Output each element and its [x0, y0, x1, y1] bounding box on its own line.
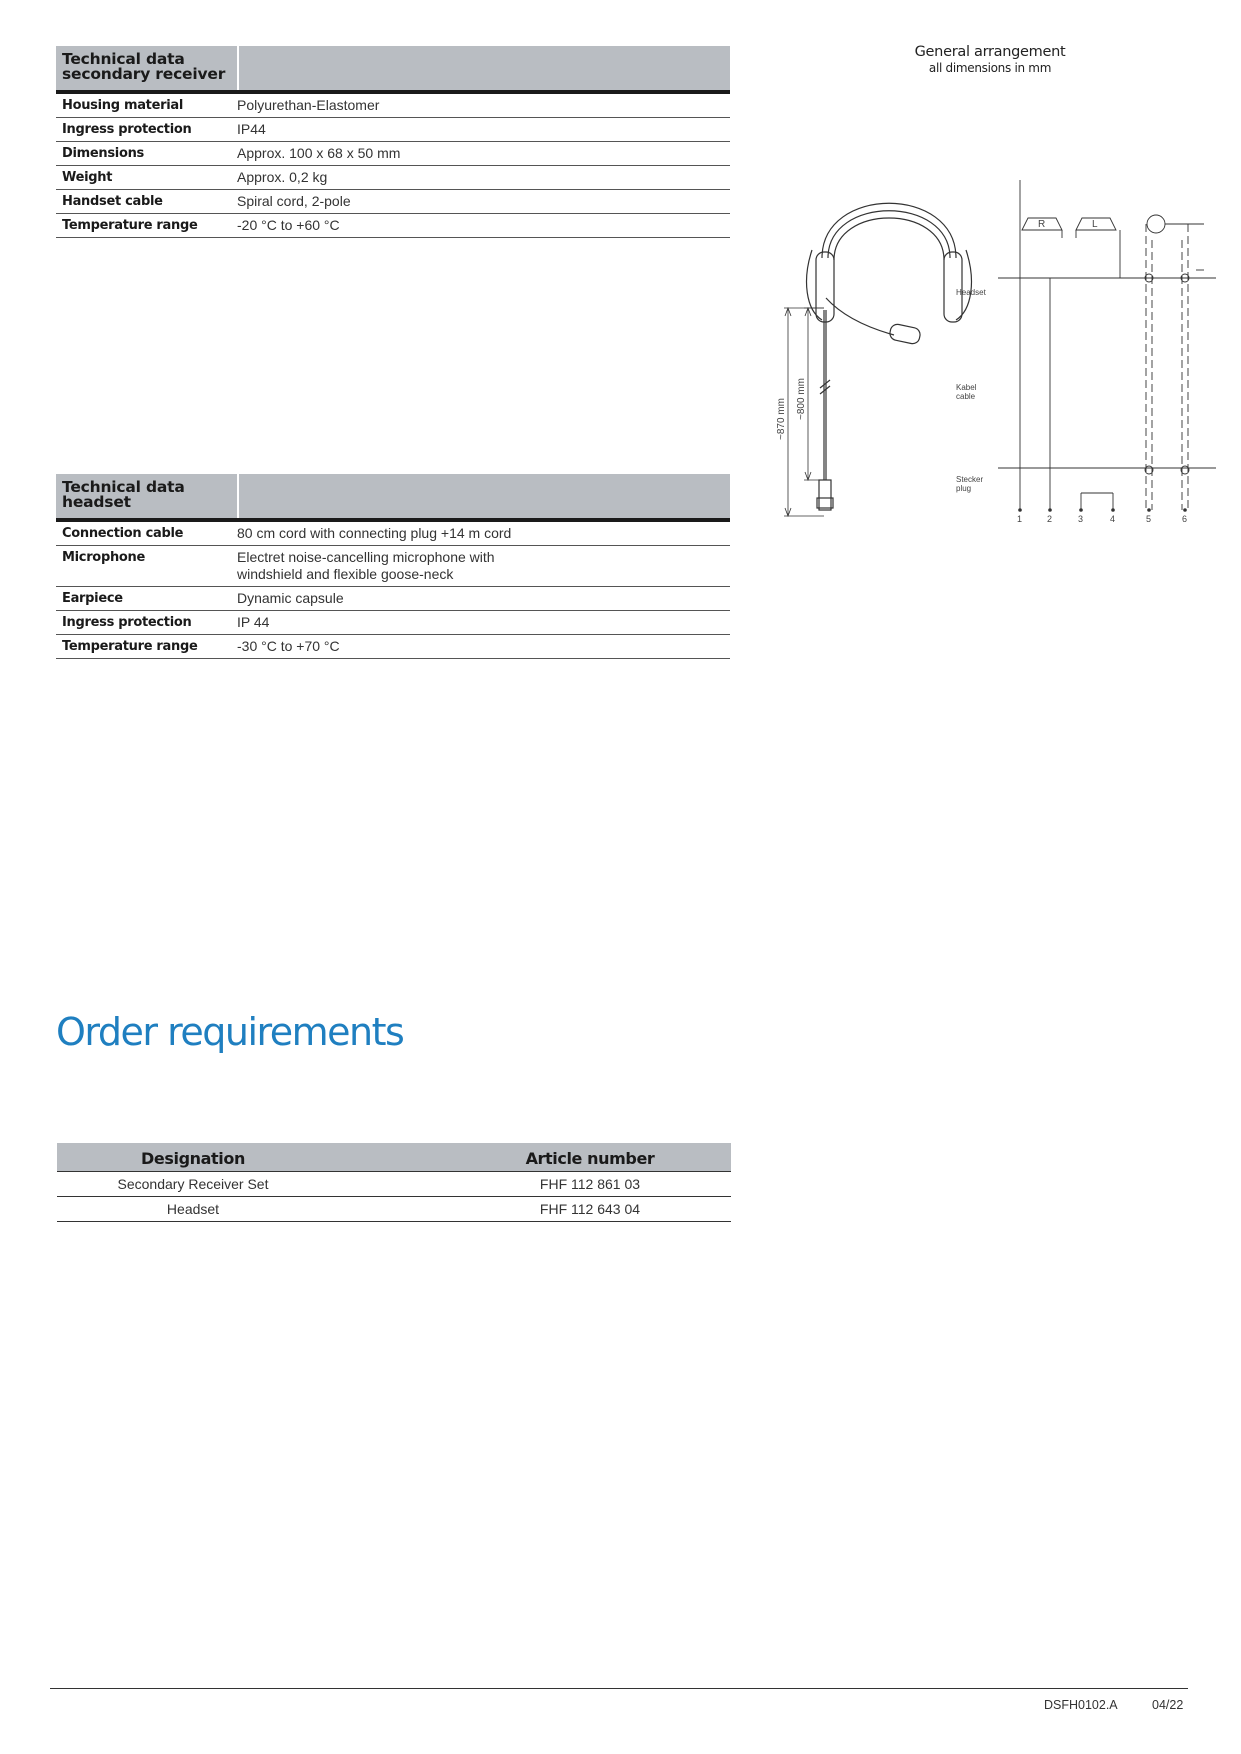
row-value-line: windshield and flexible goose-neck — [237, 566, 454, 582]
label-right-earpiece: R — [1038, 219, 1046, 230]
table-row — [57, 1197, 731, 1222]
spacer-cell — [329, 1197, 449, 1221]
label-cable: cable — [956, 392, 976, 401]
diagram-title: General arrangement — [914, 44, 1066, 60]
tech-table-header — [56, 46, 730, 94]
table-row — [56, 118, 730, 142]
label-plug: plug — [956, 484, 972, 493]
table-row — [56, 214, 730, 238]
row-label: Temperature range — [62, 639, 198, 654]
table-row — [56, 635, 730, 659]
table-row — [56, 190, 730, 214]
diagram-subtitle: all dimensions in mm — [928, 61, 1052, 75]
pin-label: 2 — [1047, 514, 1053, 524]
table-row — [56, 94, 730, 118]
row-value: Spiral cord, 2-pole — [237, 193, 351, 209]
spacer-cell — [329, 1172, 449, 1196]
row-label: Ingress protection — [62, 122, 192, 137]
row-value: IP44 — [237, 121, 266, 137]
title-line-2: secondary receiver — [62, 65, 226, 83]
pin-dot — [1111, 508, 1115, 512]
tech-table-secondary-receiver — [56, 46, 730, 238]
pin-label: 1 — [1017, 514, 1023, 524]
header-divider — [237, 46, 239, 90]
tech-table-title — [62, 52, 225, 82]
designation-cell: Headset — [166, 1201, 220, 1217]
title-line-1: Technical data — [62, 478, 185, 496]
footer-document-id: DSFH0102.A — [1044, 1698, 1118, 1712]
label-stecker: Stecker — [956, 475, 984, 484]
pin-dot — [1048, 508, 1052, 512]
row-value: -30 °C to +70 °C — [237, 638, 340, 654]
order-table — [57, 1143, 731, 1222]
row-label: Handset cable — [62, 194, 163, 209]
order-table-header — [57, 1143, 731, 1172]
wiring-schematic — [998, 180, 1216, 510]
row-value: IP 44 — [237, 614, 270, 630]
row-label: Connection cable — [62, 526, 184, 541]
row-label: Dimensions — [62, 146, 144, 161]
tech-table-header — [56, 474, 730, 522]
row-value — [237, 546, 730, 586]
label-left-earpiece: L — [1092, 219, 1098, 230]
table-row — [57, 1172, 731, 1197]
row-value: -20 °C to +60 °C — [237, 217, 340, 233]
row-value: Approx. 100 x 68 x 50 mm — [237, 145, 401, 161]
pin-label: 6 — [1182, 514, 1188, 524]
row-label: Microphone — [62, 550, 146, 565]
footer-divider — [50, 1688, 1188, 1689]
dimension-label-inner: ~800 mm — [796, 378, 807, 420]
section-title-order-requirements: Order requirements — [56, 1010, 404, 1054]
dimension-label-outer: ~870 mm — [776, 398, 787, 440]
table-row — [56, 546, 730, 587]
pin-dot — [1079, 508, 1083, 512]
pin-dot — [1183, 508, 1187, 512]
row-label: Weight — [62, 170, 113, 185]
row-label: Earpiece — [62, 591, 123, 606]
pin-label: 4 — [1110, 514, 1116, 524]
row-label: Housing material — [62, 98, 183, 113]
title-line-1: Technical data — [62, 50, 185, 68]
column-header-designation: Designation — [141, 1149, 245, 1168]
row-label: Temperature range — [62, 218, 198, 233]
row-label: Ingress protection — [62, 615, 192, 630]
pin-dot — [1147, 508, 1151, 512]
label-kabel: Kabel — [956, 383, 977, 392]
tech-table-title — [62, 480, 185, 510]
pin-dot — [1018, 508, 1022, 512]
tech-table-headset — [56, 474, 730, 659]
general-arrangement-diagram — [776, 180, 1216, 530]
label-headset: Headset — [956, 288, 986, 297]
row-value: Polyurethan-Elastomer — [237, 97, 380, 113]
headset-illustration — [807, 203, 972, 510]
table-row — [56, 611, 730, 635]
diagram-title-block — [880, 44, 1100, 75]
pin-label: 5 — [1146, 514, 1152, 524]
article-number-cell: FHF 112 643 04 — [539, 1201, 641, 1217]
row-value: 80 cm cord with connecting plug +14 m cord — [237, 525, 512, 541]
header-spacer — [329, 1143, 449, 1171]
row-value: Approx. 0,2 kg — [237, 169, 328, 185]
column-header-article-number: Article number — [525, 1149, 655, 1168]
table-row — [56, 522, 730, 546]
row-value-line: Electret noise-cancelling microphone with — [237, 549, 495, 565]
designation-cell: Secondary Receiver Set — [117, 1176, 269, 1192]
table-row — [56, 166, 730, 190]
header-divider — [237, 474, 239, 518]
footer-date: 04/22 — [1152, 1698, 1184, 1712]
table-row — [56, 587, 730, 611]
title-line-2: headset — [62, 493, 131, 511]
pin-label: 3 — [1078, 514, 1084, 524]
table-row — [56, 142, 730, 166]
row-value: Dynamic capsule — [237, 590, 344, 606]
article-number-cell: FHF 112 861 03 — [539, 1176, 641, 1192]
